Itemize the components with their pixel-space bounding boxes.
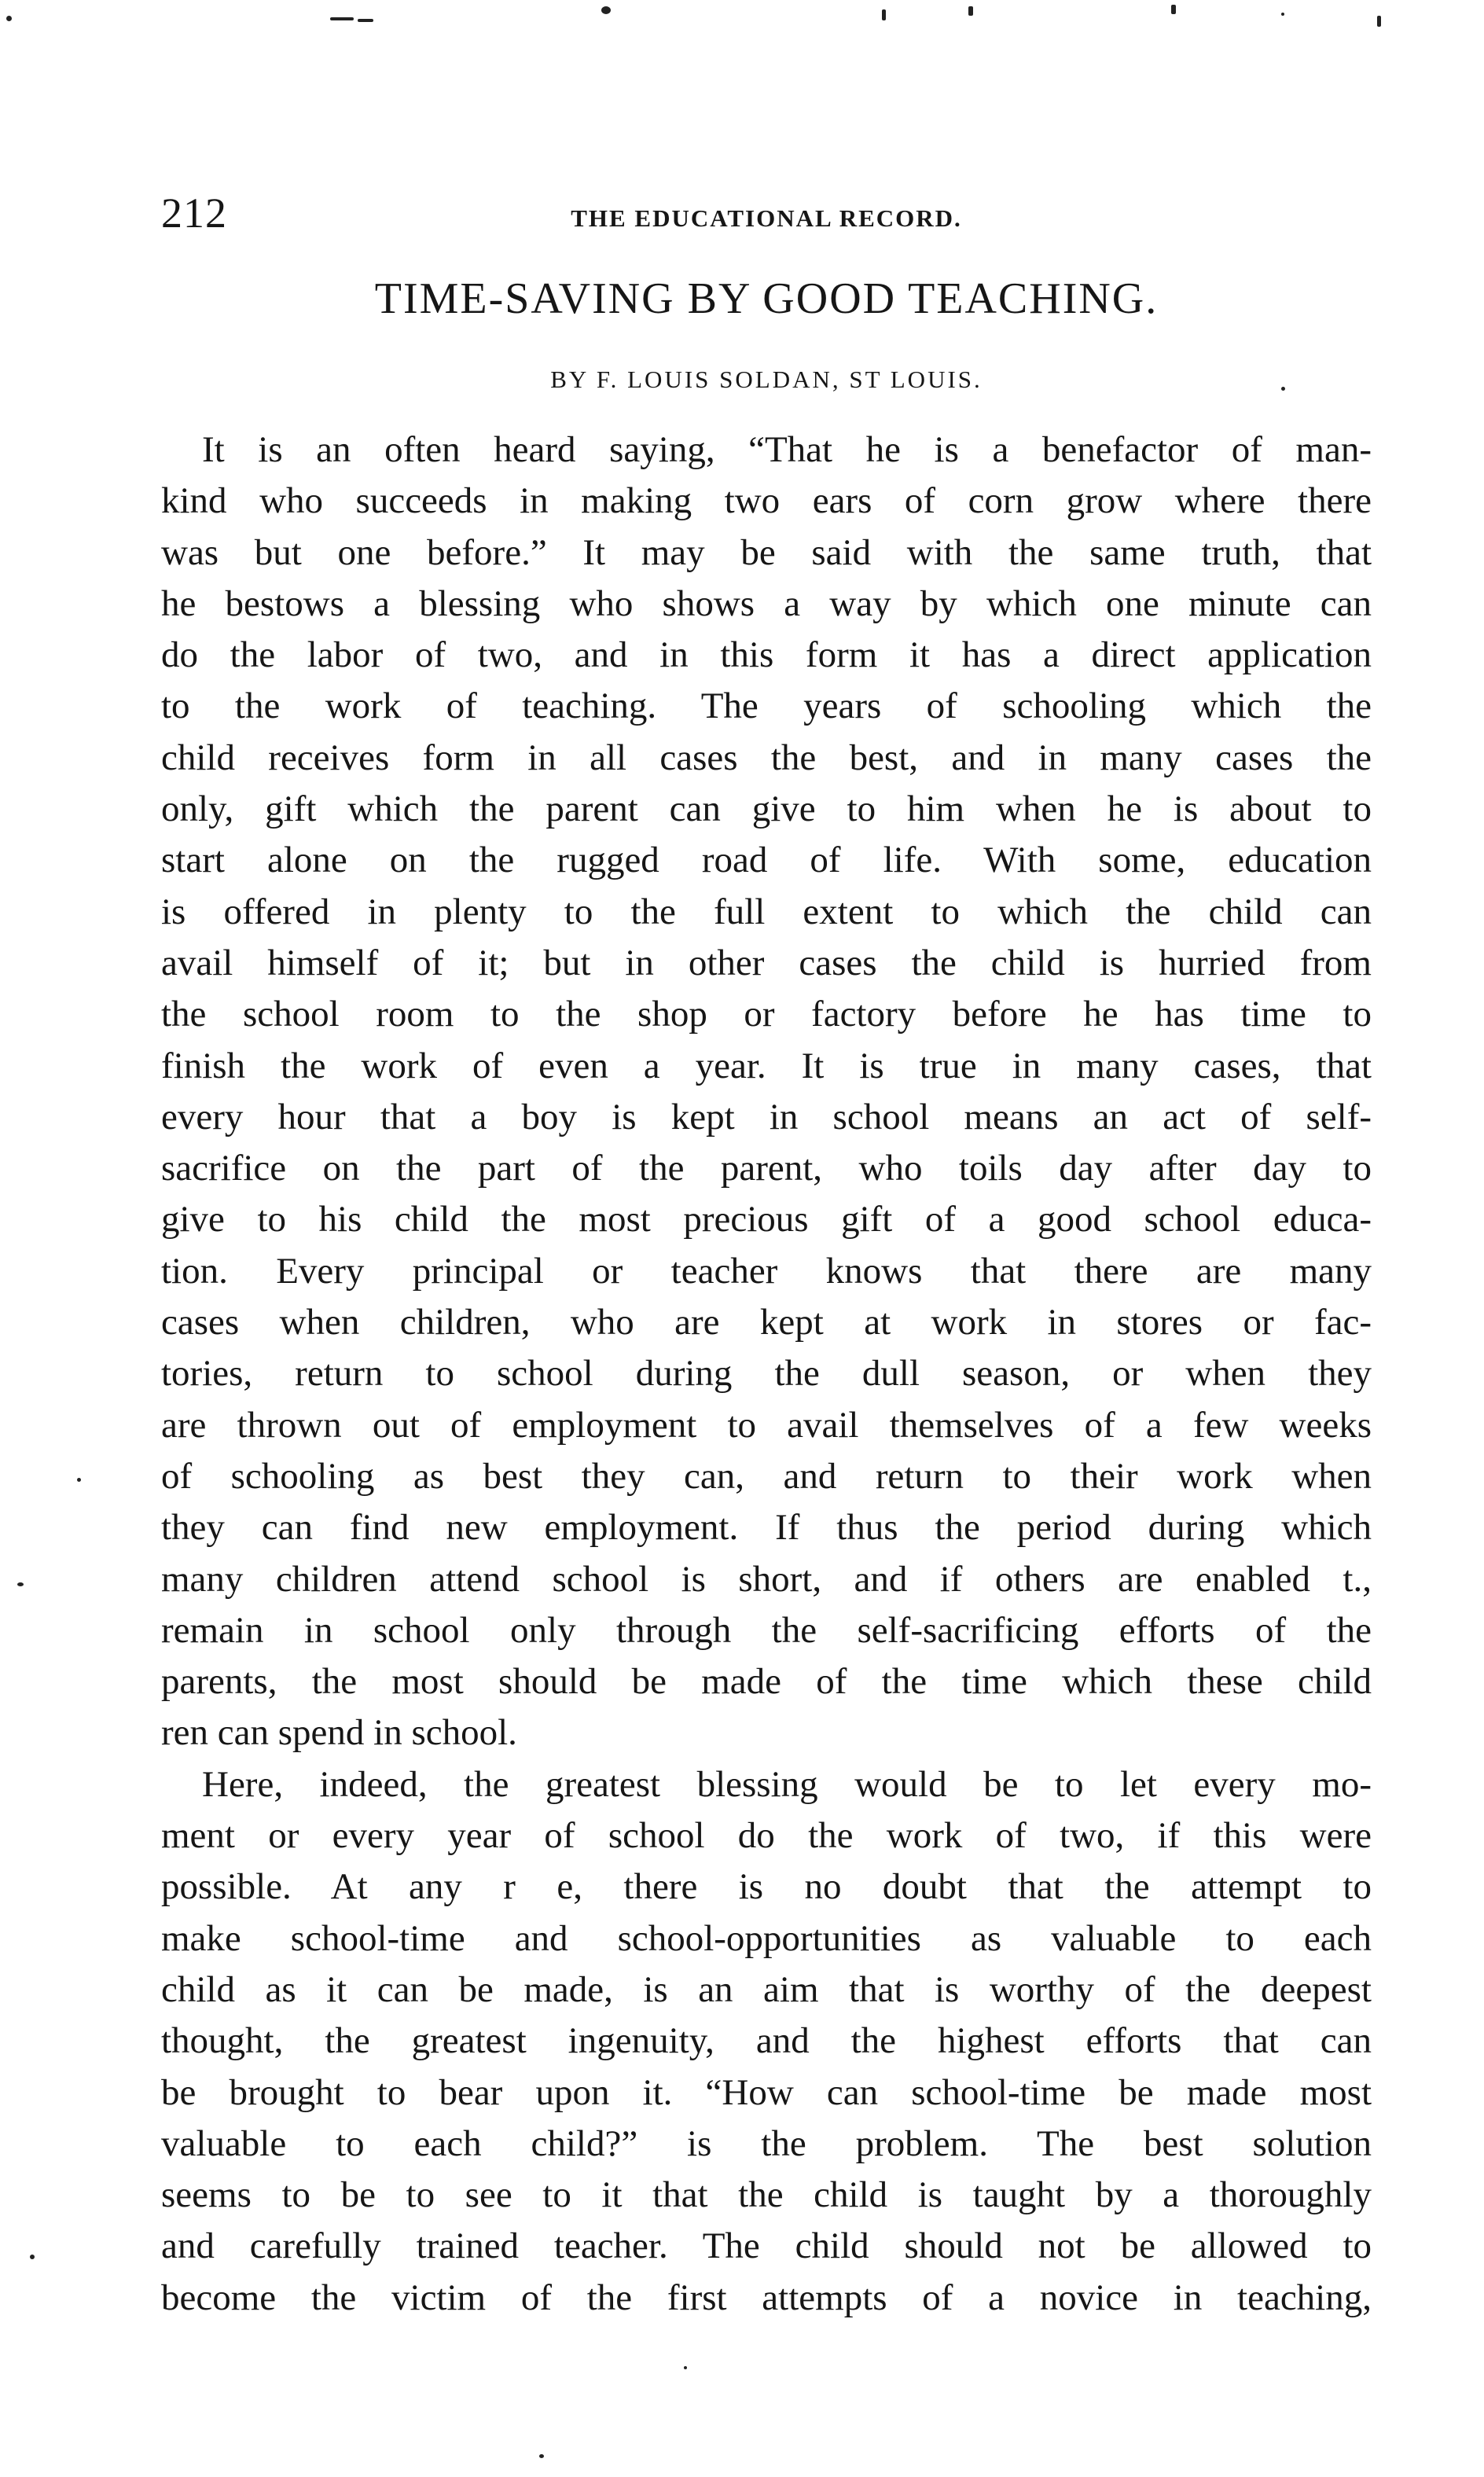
text-line: the school room to the shop or factory before he has time to	[161, 994, 1372, 1035]
text-line: parents, the most should be made of the time which these child	[161, 1661, 1372, 1703]
article-title: TIME-SAVING BY GOOD TEACHING.	[374, 274, 1159, 323]
text-line: start alone on the rugged road of life. With some, education	[161, 840, 1372, 881]
scan-speck	[882, 9, 886, 20]
scan-speck	[358, 19, 373, 22]
scan-speck	[30, 2255, 35, 2259]
scan-speck	[1377, 16, 1381, 27]
text-line: was but one before.” It may be said with the same truth, that	[161, 531, 1372, 573]
text-line: give to his child the most precious gift of a good school educa-	[161, 1199, 1372, 1240]
text-line: seems to be to see to it that the child is taught by a thoroughly	[161, 2174, 1372, 2216]
scan-speck	[1281, 13, 1284, 16]
text-line: cases when children, who are kept at work in stores or fac-	[161, 1302, 1372, 1343]
paragraph	[161, 424, 1372, 1759]
text-line: every hour that a boy is kept in school means an act of self-	[161, 1096, 1372, 1137]
text-line: and carefully trained teacher. The child should not be allowed to	[161, 2225, 1372, 2267]
article-byline: BY F. LOUIS SOLDAN, ST LOUIS.	[550, 366, 983, 393]
text-line: is offered in plenty to the full extent to which the child can	[161, 891, 1372, 932]
text-line: make school-time and school-opportunities as valuable to each	[161, 1917, 1372, 1959]
text-line: ment or every year of school do the work of two, if this were	[161, 1815, 1372, 1857]
text-line: Here, indeed, the greatest blessing would be to let every mo-	[202, 1763, 1372, 1805]
text-line: thought, the greatest ingenuity, and the highest efforts that can	[161, 2020, 1372, 2062]
text-line: be brought to bear upon it. “How can school-time be made most	[161, 2071, 1372, 2113]
text-line: finish the work of even a year. It is true in many cases, that	[161, 1045, 1372, 1086]
text-line: child receives form in all cases the best, and in many cases the	[161, 737, 1372, 778]
scan-speck	[539, 2454, 544, 2458]
page-number: 212	[161, 189, 227, 237]
text-line: tion. Every principal or teacher knows that there are many	[161, 1250, 1372, 1292]
text-line: valuable to each child?” is the problem. The best solution	[161, 2122, 1372, 2164]
running-head: THE EDUCATIONAL RECORD.	[571, 204, 962, 232]
text-line: tories, return to school during the dull season, or when they	[161, 1353, 1372, 1395]
paragraph	[161, 1759, 1372, 2324]
text-line: sacrifice on the part of the parent, who toils day after day to	[161, 1148, 1372, 1189]
scan-speck	[6, 16, 12, 21]
text-line: they can find new employment. If thus the period during which	[161, 1507, 1372, 1549]
text-line: only, gift which the parent can give to him when he is about to	[161, 788, 1372, 830]
article-body	[161, 424, 1372, 2324]
text-line: of schooling as best they can, and return to their work when	[161, 1455, 1372, 1497]
text-line: It is an often heard saying, “That he is a benefactor of man-	[202, 429, 1372, 470]
page-header	[161, 189, 1372, 244]
text-line: avail himself of it; but in other cases the child is hurried from	[161, 942, 1372, 983]
scan-speck	[968, 6, 973, 16]
scan-speck	[77, 1478, 81, 1482]
text-line: kind who succeeds in making two ears of corn grow where there	[161, 480, 1372, 522]
scan-speck	[17, 1582, 24, 1586]
text-line: are thrown out of employment to avail themselves of a few weeks	[161, 1404, 1372, 1446]
text-line: child as it can be made, is an aim that is worthy of the deepest	[161, 1968, 1372, 2010]
scan-speck	[330, 17, 354, 20]
scan-speck	[1171, 5, 1176, 14]
scan-speck	[684, 2366, 687, 2369]
text-line: do the labor of two, and in this form it has a direct application	[161, 634, 1372, 676]
text-line: become the victim of the first attempts of a novice in teaching,	[161, 2277, 1372, 2318]
text-line: remain in school only through the self-sacrificing efforts of the	[161, 1609, 1372, 1651]
text-line: he bestows a blessing who shows a way by which one minute can	[161, 582, 1372, 624]
text-line: ren can spend in school.	[161, 1712, 517, 1754]
text-line: to the work of teaching. The years of schooling which the	[161, 685, 1372, 727]
text-line: possible. At any r e, there is no doubt that the attempt to	[161, 1866, 1372, 1908]
scan-speck	[601, 6, 611, 14]
text-line: many children attend school is short, and if others are enabled t.,	[161, 1558, 1372, 1600]
